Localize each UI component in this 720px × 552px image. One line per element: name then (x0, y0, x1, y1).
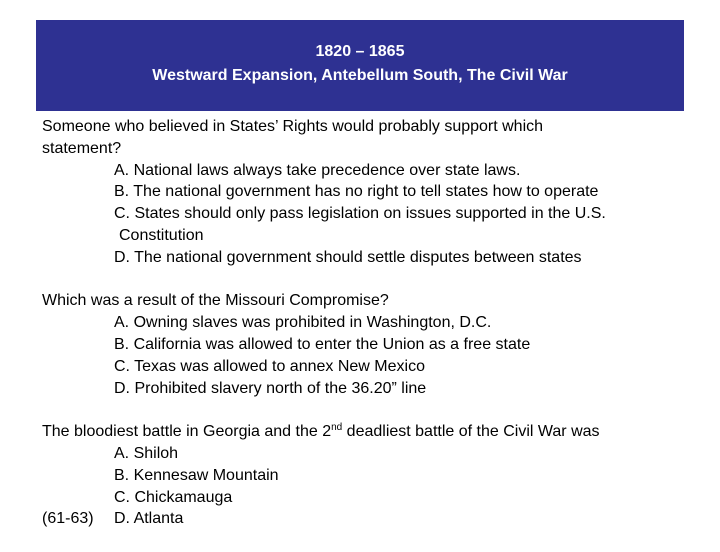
question-2-option-c: C. Texas was allowed to annex New Mexico (114, 357, 425, 375)
question-1 (42, 116, 702, 269)
question-3-option-d-text: D. Atlanta (114, 510, 184, 528)
question-2-stem: Which was a result of the Missouri Compromise? (42, 292, 389, 310)
question-3-option-a: A. Shiloh (114, 444, 179, 462)
question-2-option-a: A. Owning slaves was prohibited in Washington, D.C. (114, 314, 492, 332)
banner-years: 1820 – 1865 (315, 43, 405, 60)
question-1-option-d: D. The national government should settle disputes between states (114, 248, 582, 266)
question-3-stem (42, 421, 702, 443)
question-2-option-b: B. California was allowed to enter the Union as a free state (114, 335, 531, 353)
banner-topics: Westward Expansion, Antebellum South, The Civil War (152, 67, 568, 84)
question-1-option-a: A. National laws always take precedence over state laws. (114, 161, 521, 179)
question-3-stem-start: The bloodiest battle in Georgia and the 2 (42, 423, 332, 441)
questions-body (42, 116, 702, 552)
question-1-option-c: C. States should only pass legislation on issues supported in the U.S. (114, 205, 606, 223)
question-1-stem-cont: statement? (42, 139, 122, 157)
title-banner (36, 20, 684, 111)
question-3 (42, 421, 702, 530)
question-2-option-d: D. Prohibited slavery north of the 36.20” line (114, 379, 427, 397)
question-3-stem-superscript: nd (331, 422, 343, 434)
question-3-option-b: B. Kennesaw Mountain (114, 466, 279, 484)
question-3-stem-end: deadliest battle of the Civil War was (342, 423, 600, 441)
question-number-range: (61-63) (42, 510, 94, 528)
question-2 (42, 290, 702, 399)
question-1-option-c-cont: Constitution (119, 226, 204, 244)
question-3-option-d (42, 508, 702, 530)
question-3-option-c: C. Chickamauga (114, 488, 233, 506)
question-1-option-b: B. The national government has no right to tell states how to operate (114, 183, 599, 201)
question-1-stem: Someone who believed in States’ Rights would probably support which (42, 118, 544, 135)
